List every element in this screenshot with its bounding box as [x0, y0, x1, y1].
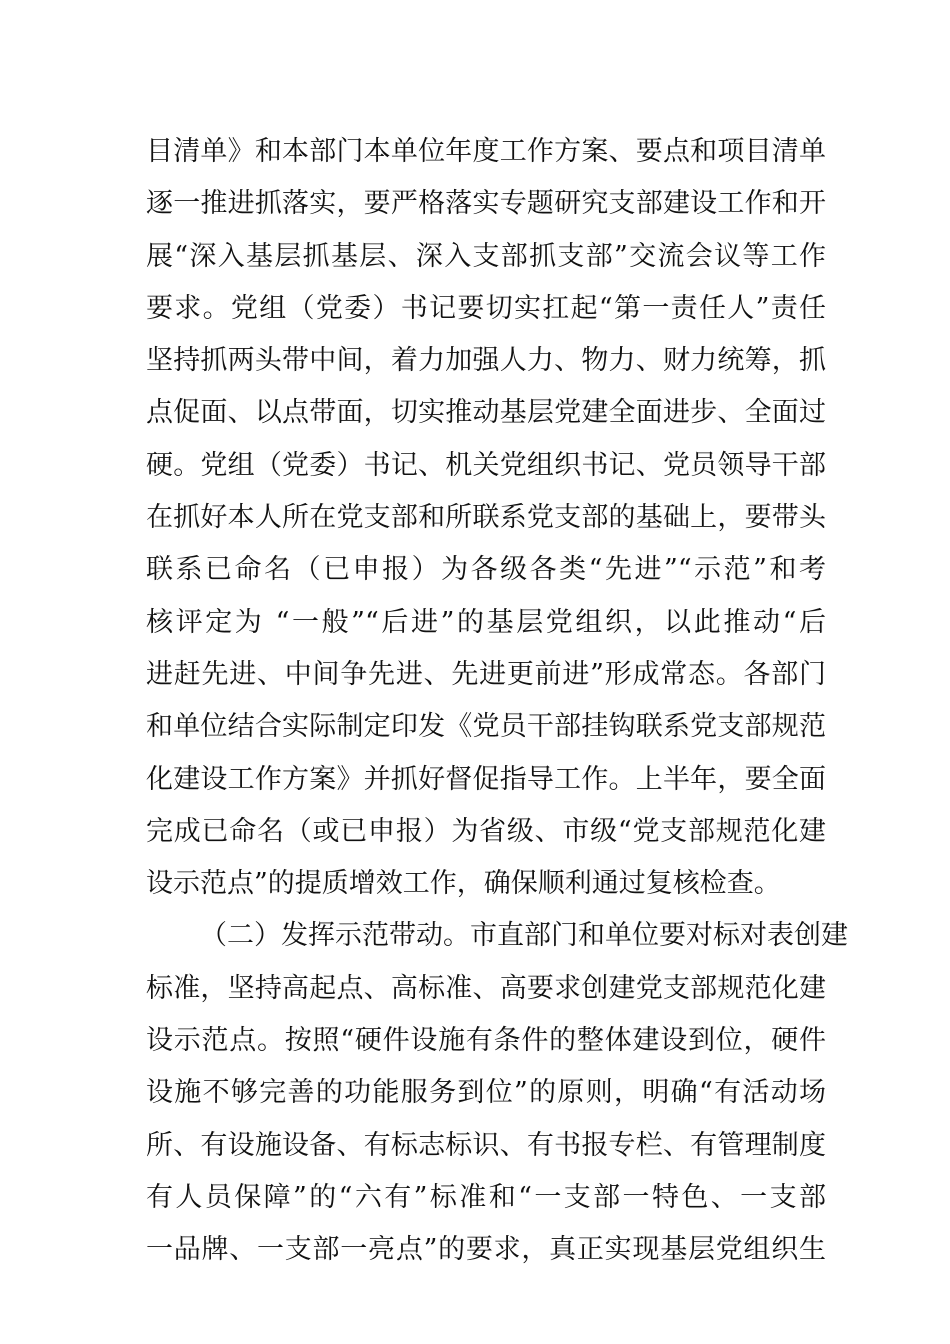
- text-line: 核评定为 “一般”“后进”的基层党组织，以此推动“后: [146, 606, 826, 638]
- text-line: 设施不够完善的功能服务到位”的原则，明确“有活动场: [146, 1077, 826, 1109]
- text-line: 目清单》和本部门本单位年度工作方案、要点和项目清单: [146, 136, 826, 167]
- text-line: 点促面、以点带面，切实推动基层党建全面进步、全面过: [146, 397, 826, 429]
- text-line: 有人员保障”的“六有”标准和“一支部一特色、一支部: [146, 1181, 826, 1213]
- text-line: 逐一推进抓落实，要严格落实专题研究支部建设工作和开: [146, 188, 826, 220]
- text-line: 所、有设施设备、有标志标识、有书报专栏、有管理制度: [146, 1129, 826, 1161]
- text-line: 设示范点。按照“硬件设施有条件的整体建设到位，硬件: [146, 1025, 826, 1057]
- text-line: 联系已命名（已申报）为各级各类“先进”“示范”和考: [146, 554, 826, 586]
- text-line: 完成已命名（或已申报）为省级、市级“党支部规范化建: [146, 815, 826, 847]
- text-line: 要求。党组（党委）书记要切实扛起“第一责任人”责任: [146, 292, 826, 324]
- text-line: 硬。党组（党委）书记、机关党组织书记、党员领导干部: [146, 449, 826, 481]
- section-heading-line: （二）发挥示范带动。市直部门和单位要对标对表创建: [200, 920, 848, 952]
- text-line: 展“深入基层抓基层、深入支部抓支部”交流会议等工作: [146, 240, 826, 272]
- text-line: 一品牌、一支部一亮点”的要求，真正实现基层党组织生: [146, 1234, 826, 1266]
- body-text: [146, 126, 848, 1277]
- text-line: 进赶先进、中间争先进、先进更前进”形成常态。各部门: [146, 658, 826, 690]
- text-line: 坚持抓两头带中间，着力加强人力、物力、财力统筹，抓: [146, 345, 826, 377]
- text-line: 在抓好本人所在党支部和所联系党支部的基础上，要带头: [146, 502, 826, 534]
- paragraph-end-line: 设示范点”的提质增效工作，确保顺利通过复核检查。: [146, 868, 781, 900]
- text-line: 和单位结合实际制定印发《党员干部挂钩联系党支部规范: [146, 711, 826, 743]
- text-line: 标准，坚持高起点、高标准、高要求创建党支部规范化建: [146, 972, 826, 1004]
- text-line: 化建设工作方案》并抓好督促指导工作。上半年，要全面: [146, 763, 826, 795]
